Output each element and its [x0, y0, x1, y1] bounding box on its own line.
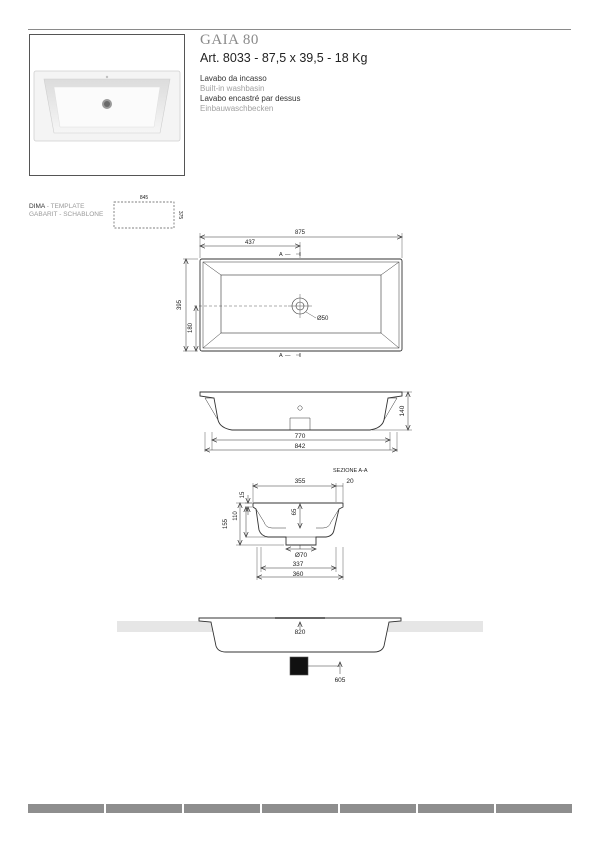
footer-segment	[418, 804, 494, 813]
template-label-it: DIMA	[29, 203, 45, 210]
footer-bar	[28, 804, 572, 813]
dim-drain-offset: 180	[188, 322, 194, 334]
front-view	[200, 392, 412, 452]
description-en: Built-in washbasin	[200, 84, 265, 93]
dim-drain-diameter-section: Ø70	[294, 552, 308, 559]
footer-segment	[262, 804, 338, 813]
section-marker-bottom-dash: —	[285, 353, 291, 359]
section-view	[236, 483, 343, 580]
section-view-labels	[223, 468, 368, 578]
description-it: Lavabo da incasso	[200, 74, 267, 83]
front-view-labels	[295, 405, 406, 450]
dim-half-width: 437	[244, 240, 256, 246]
dim-rim: 20	[346, 478, 354, 485]
drain-pipe-square	[290, 657, 308, 675]
footer-segment	[340, 804, 416, 813]
template-label-en: TEMPLATE	[50, 203, 85, 210]
dim-bottom-inner: 337	[292, 561, 304, 568]
template-label-2: GABARIT - SCHABLONE	[29, 211, 104, 218]
product-title: GAIA 80	[200, 32, 259, 48]
description-de: Einbauwaschbecken	[200, 104, 274, 113]
template-label-sep: -	[44, 203, 51, 210]
dim-total-height: 155	[223, 518, 229, 530]
dim-rim-thickness: 15	[240, 491, 246, 499]
section-marker-top: A	[279, 252, 283, 258]
dim-drain-diameter: Ø50	[317, 316, 329, 322]
description-fr: Lavabo encastré par dessus	[200, 94, 301, 103]
footer-segment	[184, 804, 260, 813]
plan-view	[183, 233, 402, 357]
template-outline	[114, 195, 183, 228]
product-article: Art. 8033 - 87,5 x 39,5 - 18 Kg	[200, 51, 368, 65]
dim-bottom-outer: 360	[292, 571, 304, 578]
dim-overall-width: 875	[294, 230, 306, 236]
template-width: 845	[139, 195, 149, 201]
dim-basin-depth: 110	[233, 511, 239, 521]
dim-inner-width: 770	[294, 433, 306, 440]
dim-drain-height: 65	[292, 508, 298, 516]
template-height: 375	[177, 210, 183, 220]
dim-cabinet-depth: 605	[334, 677, 346, 684]
dim-depth: 395	[177, 299, 183, 311]
footer-segment	[496, 804, 572, 813]
installation-view	[117, 618, 483, 684]
dim-height: 140	[399, 405, 406, 417]
footer-segment	[28, 804, 104, 813]
dim-cut-width: 820	[294, 629, 306, 636]
dim-outer-width: 842	[294, 443, 306, 450]
footer-segment	[106, 804, 182, 813]
section-marker-bottom: A	[279, 353, 283, 359]
dim-top-width: 355	[294, 478, 306, 485]
section-marker-top-dash: —	[285, 252, 291, 258]
section-title: SEZIONE A-A	[333, 468, 368, 474]
